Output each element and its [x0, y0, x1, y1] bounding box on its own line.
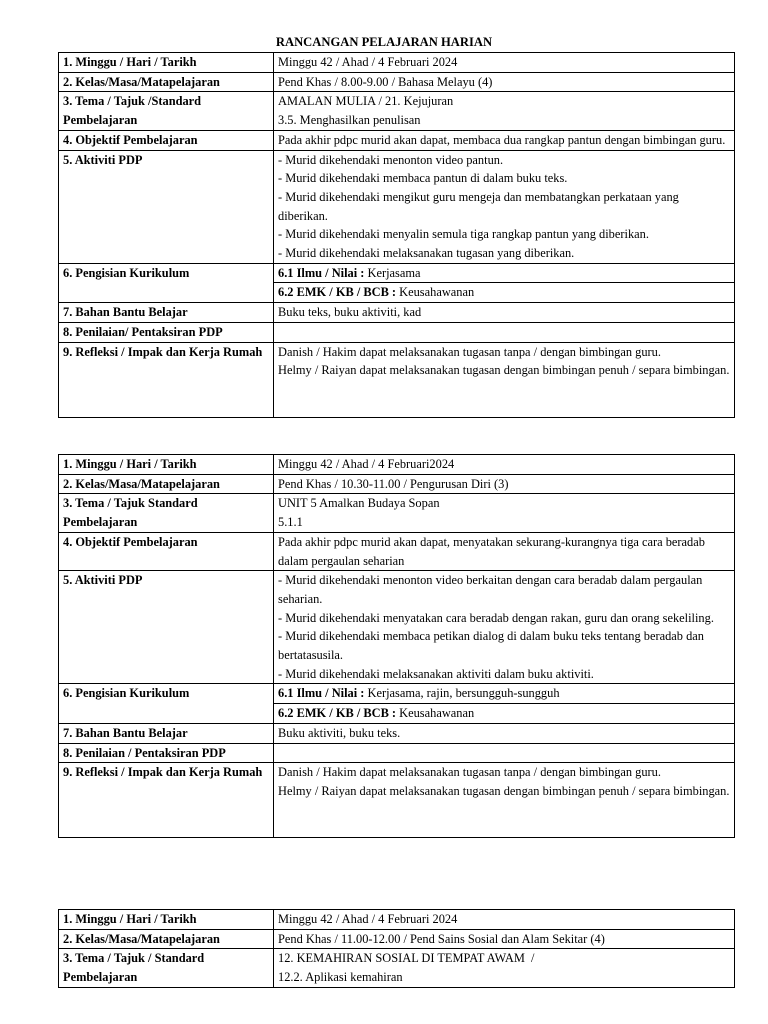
value-minggu: Minggu 42 / Ahad / 4 Februari2024: [274, 455, 735, 475]
label-kelas: 2. Kelas/Masa/Matapelajaran: [59, 72, 274, 92]
label-kurikulum: 6. Pengisian Kurikulum: [59, 263, 274, 302]
row-minggu: [59, 455, 735, 475]
value-penilaian: [274, 743, 735, 763]
aktiviti-item: - Murid dikehendaki menonton video pantun.: [278, 152, 504, 167]
value-tema: [274, 949, 735, 987]
label-minggu: 1. Minggu / Hari / Tarikh: [59, 53, 274, 73]
value-kelas: Pend Khas / 11.00-12.00 / Pend Sains Sosial dan Alam Sekitar (4): [274, 929, 735, 949]
label-kelas: 2. Kelas/Masa/Matapelajaran: [59, 474, 274, 494]
ilmu-value: Kerjasama: [364, 265, 421, 280]
value-refleksi: [274, 342, 735, 417]
row-penilaian: [59, 322, 735, 342]
value-minggu: Minggu 42 / Ahad / 4 Februari 2024: [274, 53, 735, 73]
row-kurikulum: [59, 263, 735, 302]
row-minggu: [59, 910, 735, 930]
label-bahan: 7. Bahan Bantu Belajar: [59, 303, 274, 323]
emk-key: 6.2 EMK / KB / BCB :: [278, 285, 397, 300]
aktiviti-item: - Murid dikehendaki menyatakan cara beradab dengan rakan, guru dan orang sekeliling.: [278, 610, 714, 625]
emk-key: 6.2 EMK / KB / BCB :: [278, 706, 397, 721]
row-kelas: [59, 474, 735, 494]
value-bahan: Buku aktiviti, buku teks.: [274, 723, 735, 743]
label-kelas: 2. Kelas/Masa/Matapelajaran: [59, 929, 274, 949]
value-tema: [274, 92, 735, 130]
row-kelas: [59, 929, 735, 949]
row-kurikulum: [59, 684, 735, 723]
label-tema: 3. Tema / Tajuk Standard Pembelajaran: [59, 494, 274, 532]
value-minggu: Minggu 42 / Ahad / 4 Februari 2024: [274, 910, 735, 930]
label-objektif: 4. Objektif Pembelajaran: [59, 532, 274, 570]
label-refleksi: 9. Refleksi / Impak dan Kerja Rumah: [59, 342, 274, 417]
lesson-plan-table-1: [58, 52, 735, 418]
label-tema: 3. Tema / Tajuk / Standard Pembelajaran: [59, 949, 274, 987]
row-tema: [59, 949, 735, 987]
ilmu-key: 6.1 Ilmu / Nilai :: [278, 265, 365, 280]
row-tema: [59, 494, 735, 532]
row-refleksi: [59, 342, 735, 417]
aktiviti-item: - Murid dikehendaki melaksanakan tugasan yang diberikan.: [278, 246, 575, 261]
row-tema: [59, 92, 735, 130]
label-aktiviti: 5. Aktiviti PDP: [59, 571, 274, 684]
row-objektif: [59, 532, 735, 570]
value-kurikulum: [274, 684, 735, 723]
emk-value: Keusahawanan: [396, 285, 475, 300]
label-objektif: 4. Objektif Pembelajaran: [59, 130, 274, 150]
aktiviti-item: - Murid dikehendaki menyalin semula tiga rangkap pantun yang diberikan.: [278, 227, 649, 242]
row-bahan: [59, 723, 735, 743]
tema-line: 5.1.1: [278, 515, 303, 530]
value-kelas: Pend Khas / 8.00-9.00 / Bahasa Melayu (4): [274, 72, 735, 92]
row-penilaian: [59, 743, 735, 763]
value-kelas: Pend Khas / 10.30-11.00 / Pengurusan Diri (3): [274, 474, 735, 494]
label-minggu: 1. Minggu / Hari / Tarikh: [59, 455, 274, 475]
page-title: RANCANGAN PELAJARAN HARIAN: [275, 35, 493, 49]
lesson-plan-table-2: [58, 454, 735, 838]
lesson-plan-table-3: [58, 909, 735, 988]
tema-line: AMALAN MULIA / 21. Kejujuran: [278, 94, 454, 109]
emk-kb-bcb: [274, 282, 734, 302]
row-bahan: [59, 303, 735, 323]
label-penilaian: 8. Penilaian / Pentaksiran PDP: [59, 743, 274, 763]
tema-line: 3.5. Menghasilkan penulisan: [278, 113, 421, 128]
label-bahan: 7. Bahan Bantu Belajar: [59, 723, 274, 743]
value-tema: [274, 494, 735, 532]
row-kelas: [59, 72, 735, 92]
value-aktiviti: [274, 571, 735, 684]
row-refleksi: [59, 763, 735, 838]
label-minggu: 1. Minggu / Hari / Tarikh: [59, 910, 274, 930]
row-aktiviti: [59, 571, 735, 684]
value-objektif: Pada akhir pdpc murid akan dapat, menyatakan sekurang-kurangnya tiga cara beradab dalam pergaulan seharian: [274, 532, 735, 570]
emk-value: Keusahawanan: [396, 706, 475, 721]
refleksi-line: Helmy / Raiyan dapat melaksanakan tugasan dengan bimbingan penuh / separa bimbingan.: [278, 783, 730, 798]
value-bahan: Buku teks, buku aktiviti, kad: [274, 303, 735, 323]
refleksi-line: Helmy / Raiyan dapat melaksanakan tugasan dengan bimbingan penuh / separa bimbingan.: [278, 363, 730, 378]
label-tema: 3. Tema / Tajuk /Standard Pembelajaran: [59, 92, 274, 130]
label-aktiviti: 5. Aktiviti PDP: [59, 150, 274, 263]
tema-line: 12.2. Aplikasi kemahiran: [278, 970, 403, 985]
value-penilaian: [274, 322, 735, 342]
value-aktiviti: [274, 150, 735, 263]
label-penilaian: 8. Penilaian/ Pentaksiran PDP: [59, 322, 274, 342]
refleksi-line: Danish / Hakim dapat melaksanakan tugasan tanpa / dengan bimbingan guru.: [278, 765, 661, 780]
emk-kb-bcb: [274, 703, 734, 723]
aktiviti-item: - Murid dikehendaki membaca petikan dialog di dalam buku teks tentang beradab dan bertatasusila.: [278, 629, 704, 663]
row-minggu: [59, 53, 735, 73]
row-objektif: [59, 130, 735, 150]
ilmu-key: 6.1 Ilmu / Nilai :: [278, 686, 365, 701]
label-kurikulum: 6. Pengisian Kurikulum: [59, 684, 274, 723]
ilmu-nilai: [278, 684, 730, 703]
aktiviti-item: - Murid dikehendaki membaca pantun di dalam buku teks.: [278, 171, 568, 186]
row-aktiviti: [59, 150, 735, 263]
value-kurikulum: [274, 263, 735, 302]
ilmu-nilai: [278, 264, 730, 283]
ilmu-value: Kerjasama, rajin, bersungguh-sungguh: [364, 686, 560, 701]
aktiviti-item: - Murid dikehendaki melaksanakan aktiviti dalam buku aktiviti.: [278, 666, 594, 681]
aktiviti-item: - Murid dikehendaki mengikut guru mengeja dan membatangkan perkataan yang diberikan.: [278, 189, 679, 223]
label-refleksi: 9. Refleksi / Impak dan Kerja Rumah: [59, 763, 274, 838]
tema-line: 12. KEMAHIRAN SOSIAL DI TEMPAT AWAM /: [278, 951, 535, 966]
value-objektif: Pada akhir pdpc murid akan dapat, membaca dua rangkap pantun dengan bimbingan guru.: [274, 130, 735, 150]
tema-line: UNIT 5 Amalkan Budaya Sopan: [278, 496, 440, 511]
value-refleksi: [274, 763, 735, 838]
refleksi-line: Danish / Hakim dapat melaksanakan tugasan tanpa / dengan bimbingan guru.: [278, 344, 661, 359]
aktiviti-item: - Murid dikehendaki menonton video berkaitan dengan cara beradab dalam pergaulan seharian.: [278, 573, 703, 606]
